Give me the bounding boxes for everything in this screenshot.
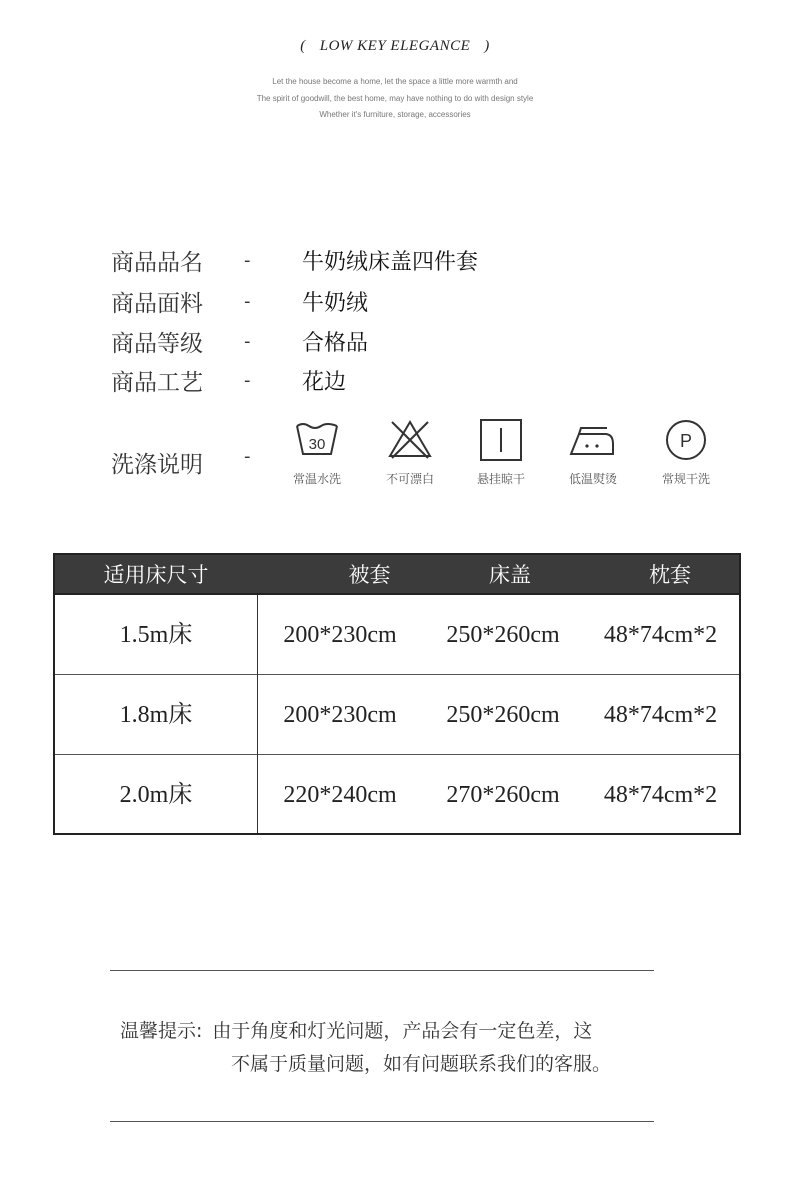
spec-value: 牛奶绒 — [302, 290, 369, 316]
table-cell: 1.8m床 — [119, 702, 193, 728]
dry-clean-p-icon — [646, 418, 726, 468]
table-cell: 250*260cm — [446, 702, 560, 728]
header-line-3: Whether it's furniture, storage, accessories — [319, 110, 471, 119]
table-header-cell: 枕套 — [649, 563, 691, 587]
table-cell: 48*74cm*2 — [603, 622, 718, 648]
divider-top — [110, 970, 654, 971]
header-title-text: LOW KEY ELEGANCE — [319, 38, 471, 54]
table-cell: 2.0m床 — [119, 782, 193, 808]
hang-dry-icon — [461, 418, 541, 468]
spec-row-name — [111, 245, 478, 275]
table-cell: 200*230cm — [283, 702, 397, 728]
spec-dash: - — [244, 330, 251, 352]
spec-dash: - — [244, 249, 251, 271]
wash-30-icon — [277, 418, 357, 468]
notice-line-1: 由于角度和灯光问题，产品会有一定色差，这 — [212, 1020, 593, 1042]
paren-right: ) — [484, 38, 490, 54]
table-cell: 200*230cm — [283, 622, 397, 648]
spec-row-fabric — [111, 286, 368, 316]
wash-caption: 常规干洗 — [661, 472, 710, 486]
wash-caption: 悬挂晾干 — [476, 472, 525, 486]
notice-label: 温馨提示: — [120, 1020, 203, 1042]
paren-left: ( — [300, 38, 306, 54]
divider-bottom — [110, 1121, 654, 1122]
header-line-1: Let the house become a home, let the space a little more warmth and — [272, 77, 518, 86]
wash-caption: 不可漂白 — [385, 472, 434, 486]
table-header — [55, 555, 739, 595]
spec-value: 合格品 — [302, 330, 369, 356]
wash-item — [553, 418, 633, 487]
spec-label: 商品等级 — [111, 330, 203, 357]
header-title — [0, 38, 790, 55]
spec-value: 花边 — [302, 369, 347, 395]
no-bleach-icon — [370, 418, 450, 468]
table-divider — [257, 595, 258, 833]
spec-row-craft — [111, 365, 346, 395]
wash-item — [461, 418, 541, 487]
table-header-cell: 被套 — [348, 563, 391, 587]
wash-caption: 常温水洗 — [292, 472, 341, 486]
spec-label: 商品面料 — [111, 290, 203, 317]
size-table — [53, 553, 741, 835]
notice — [120, 1013, 592, 1049]
table-cell: 220*240cm — [283, 782, 397, 808]
table-cell: 250*260cm — [446, 622, 560, 648]
header-line-2: The spirit of goodwill, the best home, may have nothing to do with design style — [256, 94, 534, 103]
wash-item — [370, 418, 450, 487]
table-header-cell: 适用床尺寸 — [103, 563, 209, 587]
table-header-cell: 床盖 — [489, 563, 531, 587]
spec-label: 商品品名 — [111, 249, 203, 276]
low-iron-icon — [553, 418, 633, 468]
wash-caption: 低温熨烫 — [568, 472, 617, 486]
spec-row-grade — [111, 326, 368, 356]
spec-value: 牛奶绒床盖四件套 — [302, 249, 479, 275]
spec-dash: - — [244, 369, 251, 391]
wash-item — [646, 418, 726, 487]
wash-30-text: 30 — [308, 436, 326, 453]
notice-line-2: 不属于质量问题，如有问题联系我们的客服。 — [231, 1053, 612, 1075]
spec-dash: - — [244, 290, 251, 312]
dry-clean-p-text: P — [679, 431, 693, 451]
spec-label: 商品工艺 — [111, 369, 203, 396]
table-cell: 1.5m床 — [119, 622, 193, 648]
table-cell: 48*74cm*2 — [603, 782, 718, 808]
wash-dash: - — [244, 446, 251, 467]
wash-label: 洗涤说明 — [111, 452, 203, 478]
table-row — [55, 595, 739, 675]
table-row — [55, 674, 739, 754]
table-cell: 48*74cm*2 — [603, 702, 718, 728]
wash-item — [277, 418, 357, 487]
table-row — [55, 754, 739, 834]
table-cell: 270*260cm — [446, 782, 560, 808]
